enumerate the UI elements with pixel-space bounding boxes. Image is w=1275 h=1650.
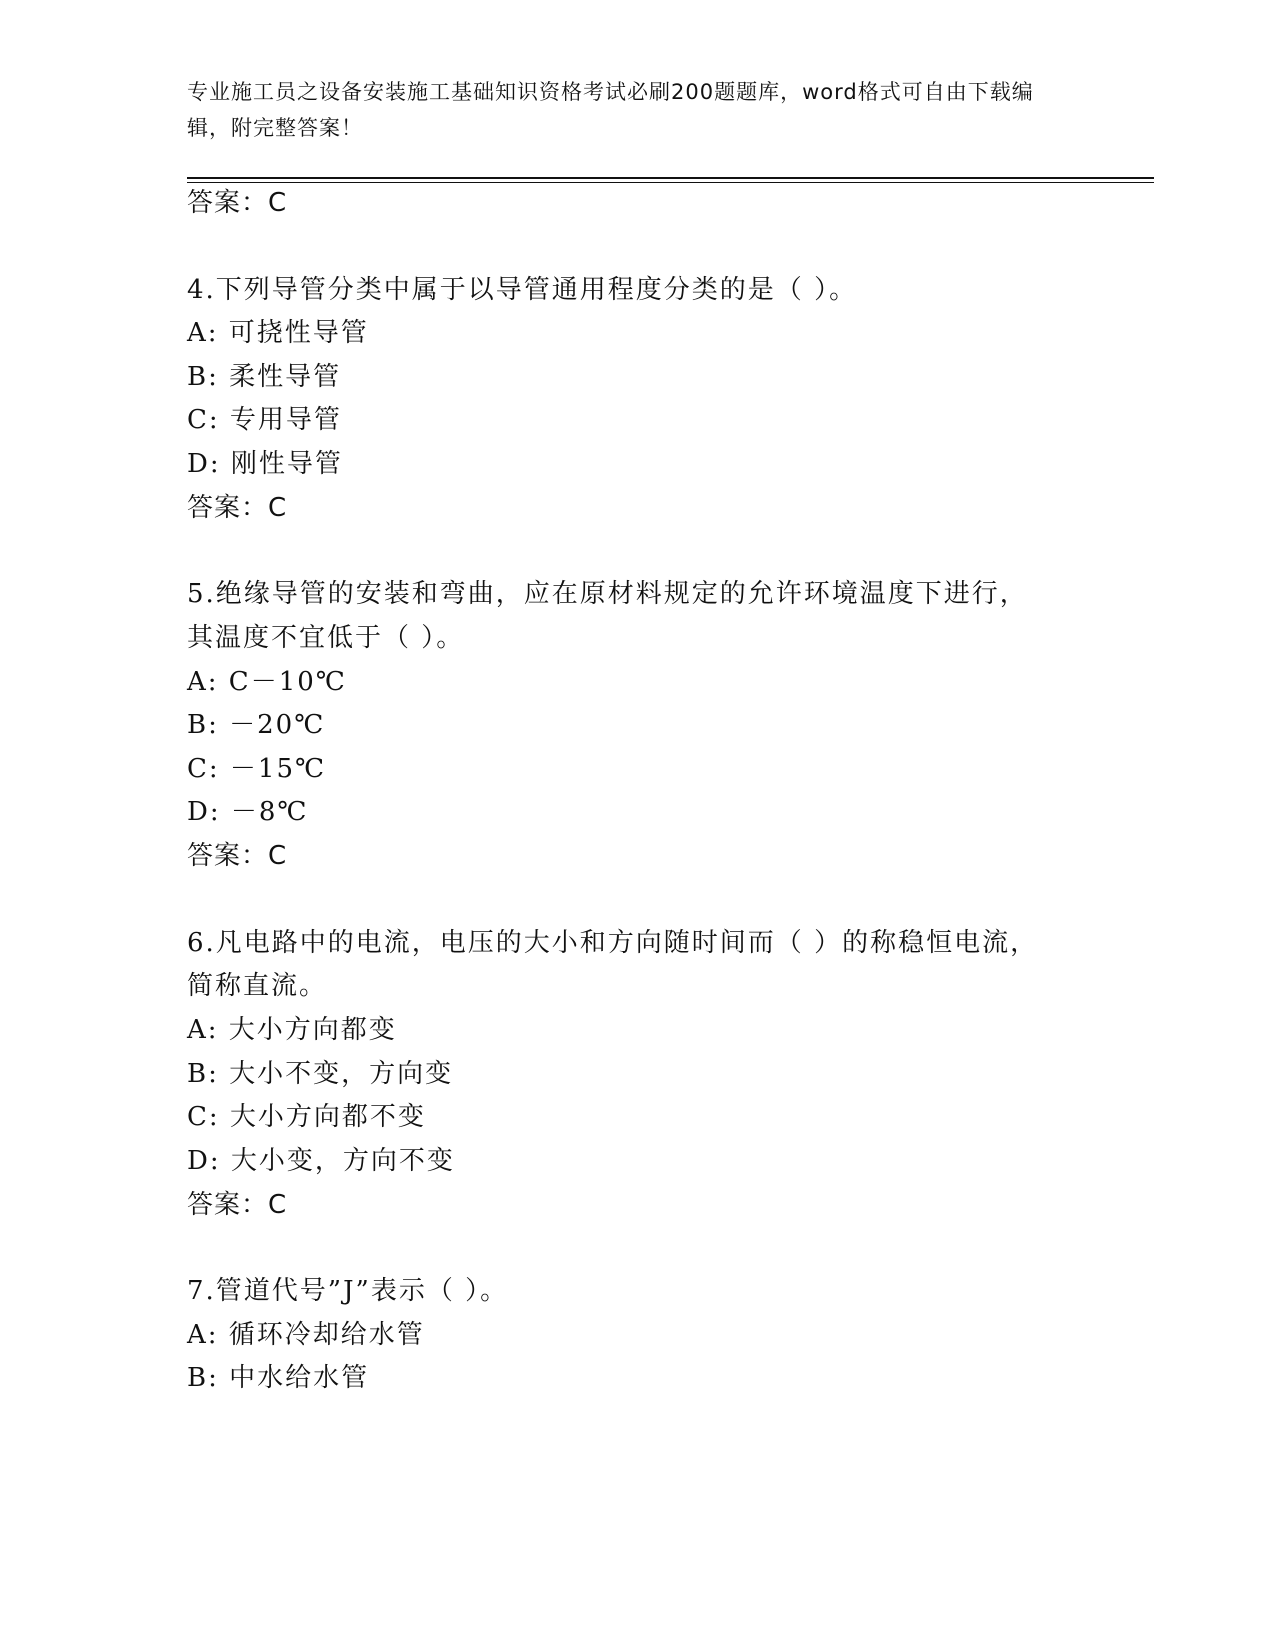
question-6-option-b: B: 大小不变，方向变 xyxy=(187,1059,454,1089)
question-6-option-c: C: 大小方向都不变 xyxy=(187,1102,426,1132)
answer-line: 答案：C xyxy=(187,188,288,218)
question-7-option-b: B: 中水给水管 xyxy=(187,1363,370,1393)
question-6-option-d: D: 大小变，方向不变 xyxy=(187,1146,455,1176)
question-4-option-a: A: 可挠性导管 xyxy=(187,318,369,348)
question-7-stem: 7.管道代号”J”表示（ ）。 xyxy=(187,1276,509,1306)
question-6-option-a: A: 大小方向都变 xyxy=(187,1015,397,1045)
question-5-option-c: C: －15℃ xyxy=(187,754,327,784)
question-4-stem: 4.下列导管分类中属于以导管通用程度分类的是（ ）。 xyxy=(187,275,858,305)
question-5-option-d: D: －8℃ xyxy=(187,797,309,827)
question-5-answer: 答案：C xyxy=(187,841,288,871)
question-7-option-a: A: 循环冷却给水管 xyxy=(187,1320,425,1350)
question-4-option-d: D: 刚性导管 xyxy=(187,449,343,479)
question-6-answer: 答案：C xyxy=(187,1190,288,1220)
question-4-option-c: C: 专用导管 xyxy=(187,405,342,435)
question-5-option-a: A: C－10℃ xyxy=(187,667,347,697)
question-4-option-b: B: 柔性导管 xyxy=(187,362,342,392)
header-divider-thin xyxy=(187,182,1154,183)
question-6-stem-line2: 简称直流。 xyxy=(187,971,328,1001)
header-divider-thick xyxy=(187,177,1154,179)
question-5-stem-line1: 5.绝缘导管的安装和弯曲，应在原材料规定的允许环境温度下进行， xyxy=(187,579,1028,609)
question-5-stem-line2: 其温度不宜低于（ ）。 xyxy=(187,623,465,653)
question-6-stem-line1: 6.凡电路中的电流，电压的大小和方向随时间而（ ）的称稳恒电流， xyxy=(187,928,1039,958)
question-4-answer: 答案：C xyxy=(187,493,288,523)
document-header: 专业施工员之设备安装施工基础知识资格考试必刷200题题库，word格式可自由下载编辑，附完整答案！ xyxy=(187,80,1034,140)
question-5-option-b: B: －20℃ xyxy=(187,710,326,740)
